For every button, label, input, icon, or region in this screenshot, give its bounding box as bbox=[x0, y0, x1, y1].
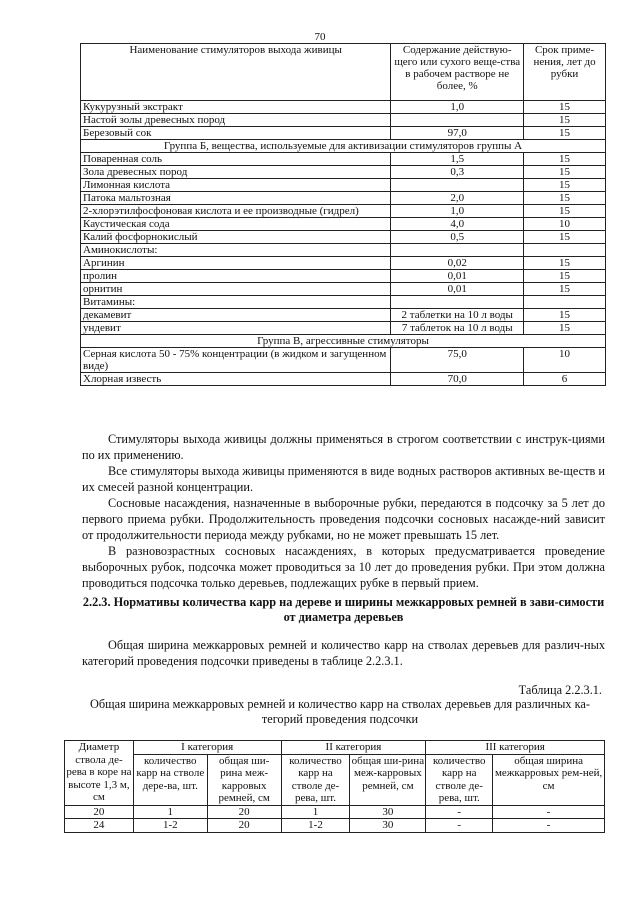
header-term: Срок приме-нения, лет до рубки bbox=[524, 44, 606, 101]
table-row bbox=[81, 348, 606, 373]
table-row bbox=[81, 309, 606, 322]
table-row bbox=[81, 218, 606, 231]
table-row bbox=[81, 322, 606, 335]
header-category-2: II категория bbox=[281, 741, 426, 755]
cell-content bbox=[391, 296, 524, 309]
paragraph: В разновозрастных сосновых насаждениях, в которых предусматривается проведение выборочных рубок, подсочка может проводиться за 10 лет до проведения рубки. При этом должна проводиться подсочка только деревьев, подлежащих рубке в первый прием. bbox=[82, 544, 605, 590]
cell-name: Лимонная кислота bbox=[81, 179, 391, 192]
cell-term: 15 bbox=[524, 101, 606, 114]
stimulators-table bbox=[80, 43, 606, 386]
cell-term bbox=[524, 296, 606, 309]
cell-content bbox=[391, 179, 524, 192]
table-cell: 24 bbox=[65, 819, 134, 833]
cell-name: Кукурузный экстракт bbox=[81, 101, 391, 114]
paragraph: Сосновые насаждения, назначенные в выборочные рубки, передаются в подсочку за 5 лет до первого приема рубки. Продолжительность проведения подсочки сосновых насажде-ний зависит от продолжительности периода между рубками, но не может превышать 15 лет. bbox=[82, 496, 605, 542]
cell-term: 10 bbox=[524, 218, 606, 231]
cell-name: Витамины: bbox=[81, 296, 391, 309]
table-row bbox=[81, 101, 606, 114]
cell-term: 15 bbox=[524, 283, 606, 296]
cell-term: 15 bbox=[524, 205, 606, 218]
table-cell: 20 bbox=[65, 805, 134, 819]
table-cell: 1-2 bbox=[281, 819, 350, 833]
cell-content: 0,5 bbox=[391, 231, 524, 244]
sub-header: количество карр на стволе де-рева, шт. bbox=[281, 754, 350, 805]
cell-content: 7 таблеток на 10 л воды bbox=[391, 322, 524, 335]
table-cell: - bbox=[426, 819, 493, 833]
table-row bbox=[81, 166, 606, 179]
cell-name: декамевит bbox=[81, 309, 391, 322]
cell-term: 6 bbox=[524, 373, 606, 386]
table-caption: Общая ширина межкарровых ремней и количество карр на стволах деревьев для различных ка-тегорий проведения подсочки bbox=[90, 697, 590, 726]
table-header-row bbox=[81, 44, 606, 101]
cell-name: пролин bbox=[81, 270, 391, 283]
cell-content: 97,0 bbox=[391, 127, 524, 140]
group-label: Группа Б, вещества, используемые для активизации стимуляторов группы А bbox=[81, 140, 606, 153]
sub-header: общая ши-рина меж-карровых ремней, см bbox=[207, 754, 281, 805]
cell-term: 15 bbox=[524, 166, 606, 179]
group-label: Группа В, агрессивные стимуляторы bbox=[81, 335, 606, 348]
cell-term bbox=[524, 244, 606, 257]
table-row bbox=[81, 283, 606, 296]
table-cell: 20 bbox=[207, 805, 281, 819]
cell-content: 0,3 bbox=[391, 166, 524, 179]
body-text bbox=[82, 431, 605, 591]
table-row bbox=[81, 373, 606, 386]
header-category-3: III категория bbox=[426, 741, 605, 755]
table-cell: 30 bbox=[350, 819, 426, 833]
header-category-1: I категория bbox=[133, 741, 281, 755]
cell-content: 0,01 bbox=[391, 270, 524, 283]
table-row bbox=[81, 270, 606, 283]
table-row bbox=[81, 244, 606, 257]
cell-content: 2 таблетки на 10 л воды bbox=[391, 309, 524, 322]
cell-name: Серная кислота 50 - 75% концентрации (в жидком и загущенном виде) bbox=[81, 348, 391, 373]
cell-name: орнитин bbox=[81, 283, 391, 296]
table-row bbox=[81, 296, 606, 309]
header-name: Наименование стимуляторов выхода живицы bbox=[81, 44, 391, 101]
group-row bbox=[81, 140, 606, 153]
table-row bbox=[65, 805, 605, 819]
sub-header: количество карр на стволе де-рева, шт. bbox=[426, 754, 493, 805]
section-paragraph-wrap bbox=[82, 637, 605, 669]
table-label: Таблица 2.2.3.1. bbox=[518, 683, 602, 697]
page-number: 70 bbox=[314, 31, 326, 43]
cell-content: 1,5 bbox=[391, 153, 524, 166]
table-row bbox=[65, 819, 605, 833]
cell-content: 70,0 bbox=[391, 373, 524, 386]
cell-term: 15 bbox=[524, 257, 606, 270]
cell-term: 15 bbox=[524, 192, 606, 205]
cell-content: 1,0 bbox=[391, 101, 524, 114]
cell-name: Зола древесных пород bbox=[81, 166, 391, 179]
cell-content: 0,02 bbox=[391, 257, 524, 270]
cell-name: Патока мальтозная bbox=[81, 192, 391, 205]
cell-name: Калий фосфорнокислый bbox=[81, 231, 391, 244]
header-diameter: Диаметр ствола де-рева в коре на высоте 1,3 м, см bbox=[66, 741, 132, 803]
table-cell: 1 bbox=[281, 805, 350, 819]
table-row bbox=[81, 205, 606, 218]
table-row bbox=[81, 257, 606, 270]
group-row bbox=[81, 335, 606, 348]
cell-name: Поваренная соль bbox=[81, 153, 391, 166]
cell-content: 0,01 bbox=[391, 283, 524, 296]
table-cell: - bbox=[493, 805, 605, 819]
header-content: Содержание действую-щего или сухого веще-ства в рабочем растворе не более, % bbox=[391, 44, 524, 101]
cell-name: Аргинин bbox=[81, 257, 391, 270]
cell-content bbox=[391, 244, 524, 257]
cell-term: 15 bbox=[524, 322, 606, 335]
cell-term: 15 bbox=[524, 309, 606, 322]
paragraph: Все стимуляторы выхода живицы применяются в виде водных растворов активных ве-ществ и их смесей разной концентрации. bbox=[82, 464, 605, 494]
table-row bbox=[81, 127, 606, 140]
table-row bbox=[81, 153, 606, 166]
table-cell: 1 bbox=[133, 805, 207, 819]
cell-name: Аминокислоты: bbox=[81, 244, 391, 257]
cell-name: 2-хлорэтилфосфоновая кислота и ее производные (гидрел) bbox=[81, 205, 391, 218]
table-row bbox=[81, 231, 606, 244]
table-cell: 20 bbox=[207, 819, 281, 833]
table-row bbox=[81, 192, 606, 205]
cell-content: 1,0 bbox=[391, 205, 524, 218]
cell-name: Каустическая сода bbox=[81, 218, 391, 231]
norms-table bbox=[64, 740, 605, 833]
section-heading: 2.2.3. Нормативы количества карр на дереве и ширины межкарровых ремней в зави-симости от диаметра деревьев bbox=[82, 595, 605, 624]
table-cell: - bbox=[493, 819, 605, 833]
cell-term: 15 bbox=[524, 231, 606, 244]
cell-term: 15 bbox=[524, 270, 606, 283]
cell-content: 2,0 bbox=[391, 192, 524, 205]
cell-name: Хлорная известь bbox=[81, 373, 391, 386]
table-cell: 1-2 bbox=[133, 819, 207, 833]
category-header-row bbox=[65, 741, 605, 755]
sub-header: общая ширина межкарровых рем-ней, см bbox=[493, 754, 605, 805]
table-cell: 30 bbox=[350, 805, 426, 819]
sub-header: количество карр на стволе дере-ва, шт. bbox=[133, 754, 207, 805]
cell-term: 15 bbox=[524, 114, 606, 127]
cell-name: Настой золы древесных пород bbox=[81, 114, 391, 127]
table-row bbox=[81, 114, 606, 127]
cell-term: 15 bbox=[524, 153, 606, 166]
cell-name: ундевит bbox=[81, 322, 391, 335]
section-paragraph: Общая ширина межкарровых ремней и количество карр на стволах деревьев для различ-ных категорий проведения подсочки приведены в таблице 2.2.3.1. bbox=[82, 638, 605, 668]
table-row bbox=[81, 179, 606, 192]
sub-header-row bbox=[65, 754, 605, 805]
cell-content: 4,0 bbox=[391, 218, 524, 231]
cell-term: 15 bbox=[524, 179, 606, 192]
cell-name: Березовый сок bbox=[81, 127, 391, 140]
paragraph: Стимуляторы выхода живицы должны применяться в строгом соответствии с инструк-циями по их применению. bbox=[82, 432, 605, 462]
cell-term: 15 bbox=[524, 127, 606, 140]
table-cell: - bbox=[426, 805, 493, 819]
cell-term: 10 bbox=[524, 348, 606, 373]
sub-header: общая ши-рина меж-карровых ремней, см bbox=[350, 754, 426, 805]
cell-content: 75,0 bbox=[391, 348, 524, 373]
cell-content bbox=[391, 114, 524, 127]
